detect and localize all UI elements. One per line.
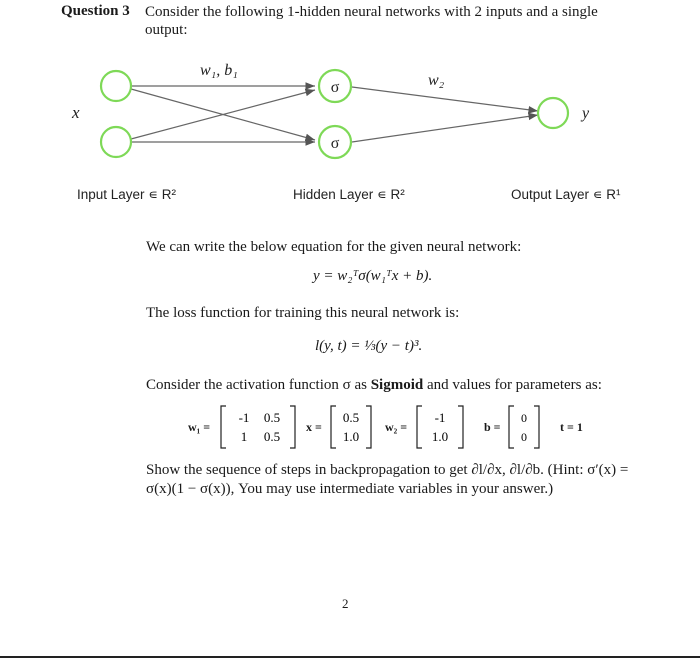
w1-cell-11: 0.5 [263, 429, 281, 444]
input-node-1 [101, 71, 131, 101]
b-cell-0: 0 [521, 411, 527, 425]
w1-cell-10: 1 [240, 429, 248, 444]
edge-h1-out [352, 87, 538, 111]
output-node [538, 98, 568, 128]
question-text-line2: output: [145, 22, 188, 38]
question-text-line1: Consider the following 1-hidden neural networks with 2 inputs and a single [145, 4, 598, 20]
activation-text-sigmoid: Sigmoid [370, 377, 424, 393]
x-param-label: x = [306, 420, 322, 434]
edge-h2-out [352, 115, 538, 142]
w2-cell-0: -1 [434, 410, 446, 425]
show-text-line2: σ(x)(1 − σ(x)), You may use intermediate variables in your answer.) [146, 481, 554, 497]
intro-text: We can write the below equation for the given neural network: [146, 239, 522, 255]
output-layer-label: Output Layer ∊ R¹ [511, 187, 621, 202]
activation-text-pre: Consider the activation function σ as [146, 377, 371, 393]
b-matrix [506, 404, 542, 450]
b-param-label: b = [484, 420, 501, 434]
w2-param-label: w₂ = [385, 420, 408, 434]
y-label: y [582, 105, 590, 122]
w1b1-label: w₁, b₁ [200, 62, 238, 79]
sigma-label-1: σ [330, 79, 340, 96]
activation-text-post: and values for parameters as: [423, 377, 602, 393]
edge-in2-h1 [131, 90, 315, 139]
show-text-line1: Show the sequence of steps in backpropagation to get ∂l/∂x, ∂l/∂b. (Hint: σ′(x) = [146, 462, 629, 478]
w2-label: w₂ [428, 72, 445, 89]
equation-network: y = w₂ᵀσ(w₁ᵀx + b). [313, 268, 433, 284]
input-layer-label: Input Layer ∊ R² [77, 187, 176, 202]
x-label: x [72, 103, 80, 122]
w1-cell-01: 0.5 [263, 410, 281, 425]
w2-matrix [414, 404, 466, 450]
equation-loss: l(y, t) = ⅓(y − t)³. [315, 338, 423, 354]
x-cell-0: 0.5 [342, 410, 360, 425]
w1-label: w₁ = [188, 420, 211, 434]
question-label: Question 3 [61, 3, 130, 19]
loss-intro-text: The loss function for training this neural network is: [146, 305, 460, 321]
b-cell-1: 0 [521, 430, 527, 444]
activation-text [146, 377, 602, 394]
page-number: 2 [342, 596, 349, 611]
x-cell-1: 1.0 [342, 429, 360, 444]
hidden-layer-label: Hidden Layer ∊ R² [293, 187, 405, 202]
t-param-label: t = 1 [560, 420, 583, 434]
w1-matrix [218, 404, 298, 450]
page-bottom-rule [0, 656, 700, 658]
sigma-label-2: σ [330, 135, 340, 152]
input-node-2 [101, 127, 131, 157]
x-matrix [328, 404, 374, 450]
w1-cell-00: -1 [238, 410, 250, 425]
w2-cell-1: 1.0 [431, 429, 449, 444]
